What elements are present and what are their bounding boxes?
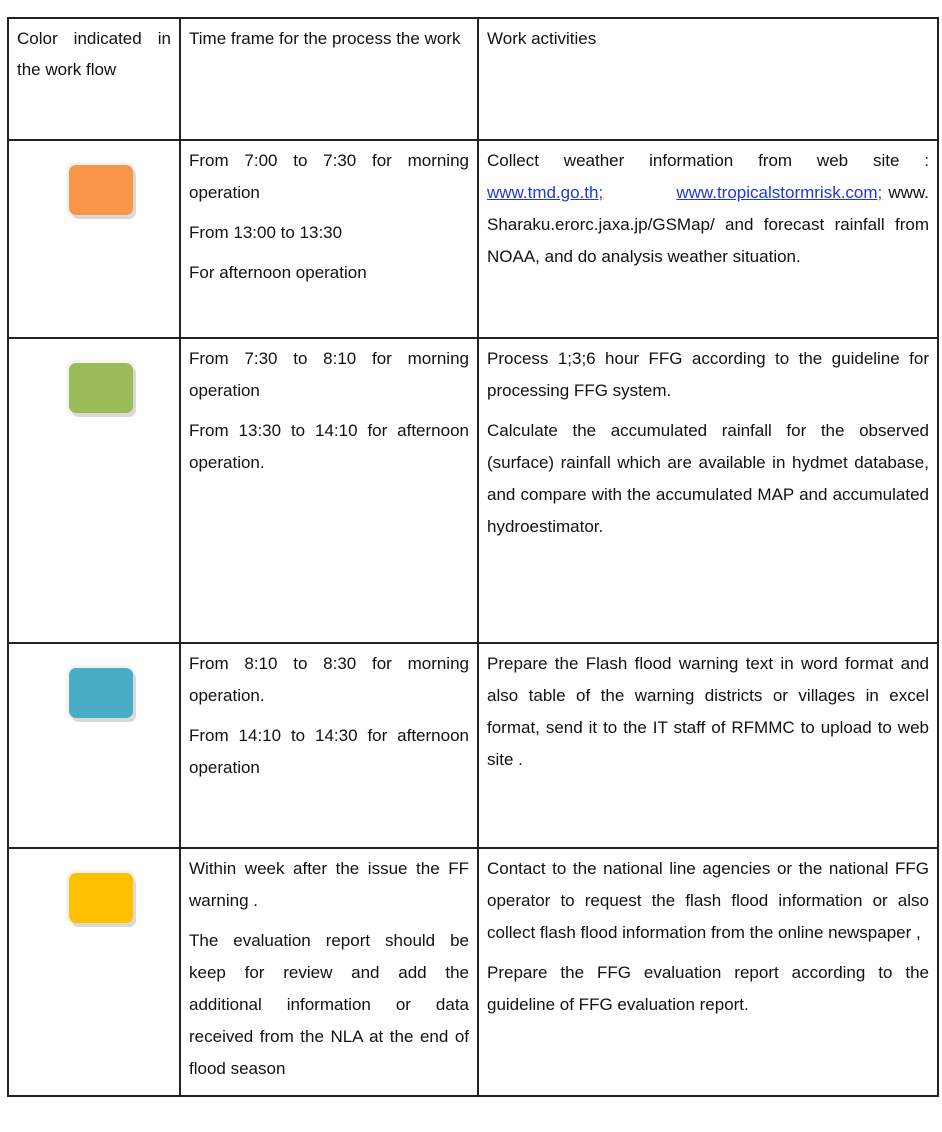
header-work-activities <box>478 18 938 140</box>
time-frame-cell <box>180 848 478 1096</box>
time-frame-text: From 8:10 to 8:30 for morning operation. <box>189 654 469 705</box>
color-cell <box>8 643 180 848</box>
activities-cell <box>478 848 938 1096</box>
table-row <box>8 643 938 848</box>
time-frame-cell <box>180 643 478 848</box>
time-frame-cell <box>180 338 478 643</box>
time-frame-text: For afternoon operation <box>189 263 367 282</box>
activities-rest: www. Sharaku.erorc.jaxa.jp/GSMap/ and forecast rainfall from NOAA, and do analysis weather situation. <box>487 183 929 266</box>
header-time-frame-text: Time frame for the process the work <box>189 29 461 48</box>
table-header-row <box>8 18 938 140</box>
activities-lead: Collect weather information from web site : <box>487 151 929 170</box>
activities-text: Prepare the FFG evaluation report according to the guideline of FFG evaluation report. <box>487 963 929 1014</box>
activities-text: Contact to the national line agencies or the national FFG operator to request the flash flood information or also collect flash flood information from the online newspaper , <box>487 859 929 942</box>
time-frame-text: Within week after the issue the FF warning . <box>189 859 469 910</box>
activities-cell <box>478 338 938 643</box>
tmd-link[interactable]: www.tmd.go.th; <box>487 183 604 202</box>
header-time-frame <box>180 18 478 140</box>
activities-cell <box>478 643 938 848</box>
yellow-swatch <box>69 873 133 923</box>
activities-text: Process 1;3;6 hour FFG according to the guideline for processing FFG system. <box>487 349 929 400</box>
color-cell <box>8 140 180 338</box>
time-frame-text: From 7:30 to 8:10 for morning operation <box>189 349 469 400</box>
activities-text: Calculate the accumulated rainfall for the observed (surface) rainfall which are available in hydmet database, and compare with the accumulated MAP and accumulated hydroestimator. <box>487 421 929 536</box>
table-row <box>8 140 938 338</box>
header-color-text: Color indicated in the work flow <box>17 29 171 79</box>
orange-swatch <box>69 165 133 215</box>
activities-cell <box>478 140 938 338</box>
time-frame-text: The evaluation report should be keep for review and add the additional information or data received from the NLA at the end of flood season <box>189 931 469 1078</box>
time-frame-cell <box>180 140 478 338</box>
time-frame-text: From 13:00 to 13:30 <box>189 223 343 242</box>
color-cell <box>8 338 180 643</box>
workflow-table <box>7 17 939 1097</box>
time-frame-text: From 13:30 to 14:10 for afternoon operation. <box>189 421 469 472</box>
table-row <box>8 848 938 1096</box>
header-color <box>8 18 180 140</box>
header-work-activities-text: Work activities <box>487 29 597 48</box>
activities-text <box>487 145 929 273</box>
table-row <box>8 338 938 643</box>
tropicalstormrisk-link[interactable]: www.tropicalstormrisk.com; <box>676 183 883 202</box>
blue-swatch <box>69 668 133 718</box>
green-swatch <box>69 363 133 413</box>
color-cell <box>8 848 180 1096</box>
time-frame-text: From 7:00 to 7:30 for morning operation <box>189 151 469 202</box>
activities-text: Prepare the Flash flood warning text in word format and also table of the warning districts or villages in excel format, send it to the IT staff of RFMMC to upload to web site . <box>487 654 929 769</box>
cut-off-text-line <box>0 0 942 18</box>
time-frame-text: From 14:10 to 14:30 for afternoon operation <box>189 726 469 777</box>
